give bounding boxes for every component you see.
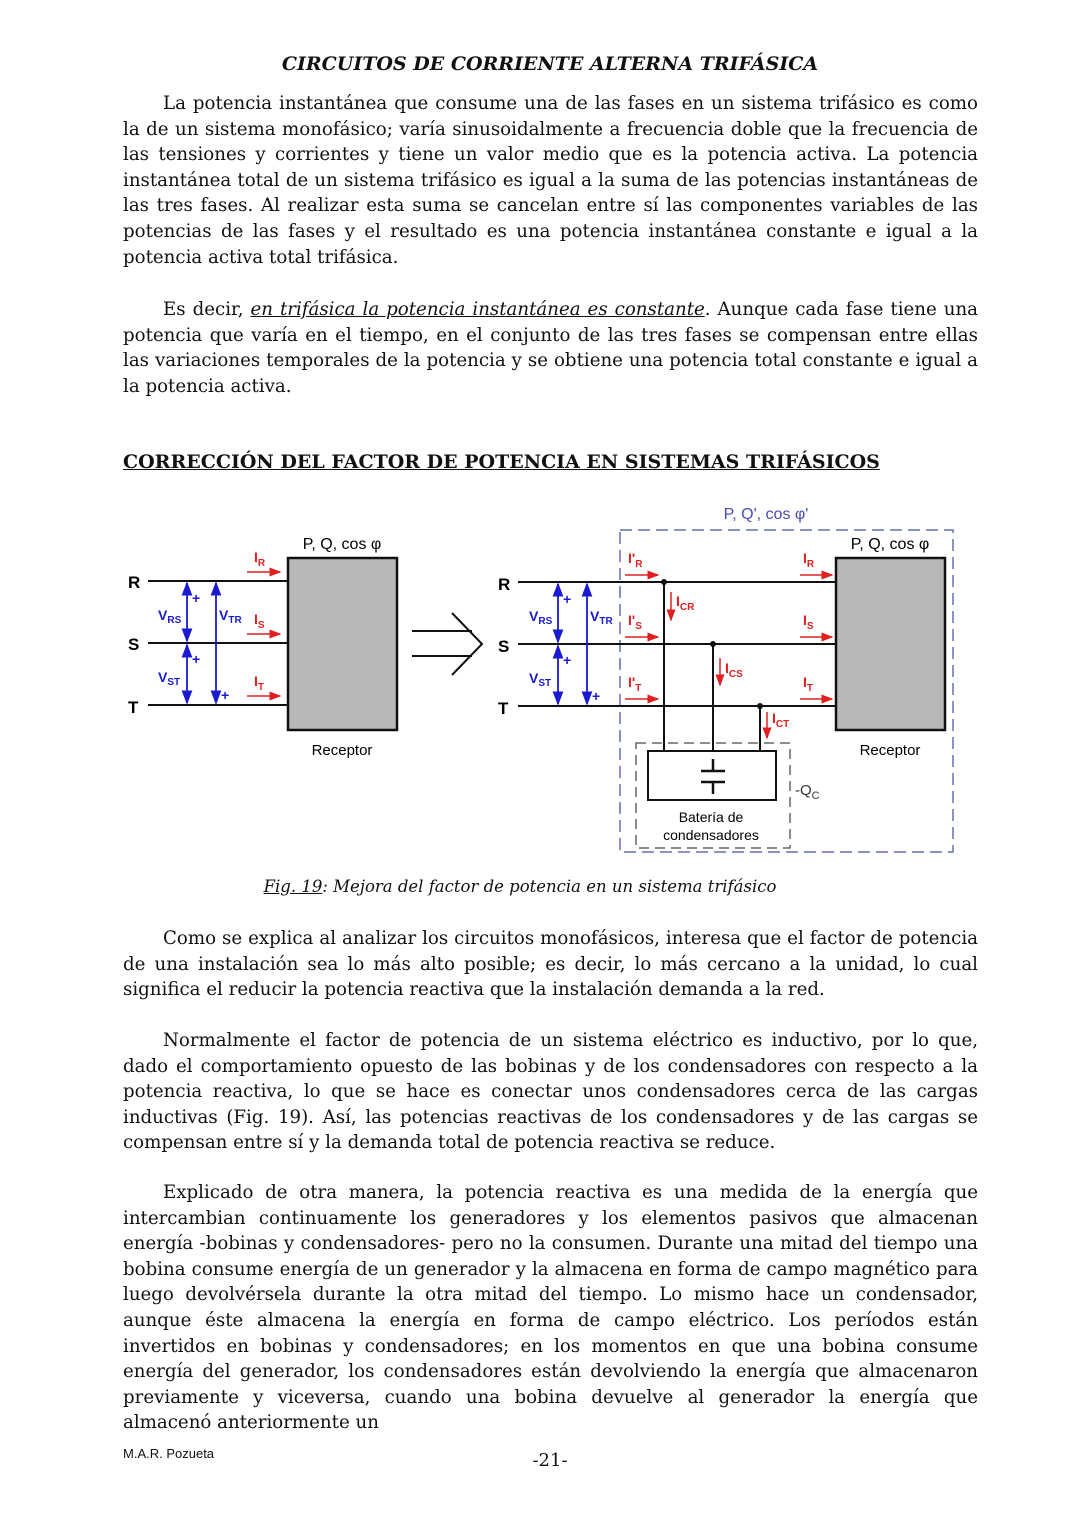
svg-text:ICT: $I_{CT}$ — [772, 710, 790, 730]
load-label: P, Q, cos φ — [850, 536, 930, 553]
svg-text:IR: $I_R$ — [803, 550, 815, 570]
paragraph-2-end: . Aunque cada fase tiene una potencia que varía en el tiempo, en el conjunto de las tres fases se compensan entre ellas las variaciones temporales de la potencia y se obtiene una potencia total constante e igual a la potencia activa. — [123, 299, 979, 397]
vst-label: $V_{ST}$ — [158, 669, 181, 688]
phase-s-label: S — [498, 637, 510, 656]
svg-text:+: + — [592, 688, 601, 704]
vrs-label: $V_{RS}$ — [158, 607, 182, 626]
page-number: -21- — [532, 1450, 568, 1471]
paragraph-2-start: Es decir, — [163, 299, 251, 320]
right-circuit — [498, 506, 953, 852]
paragraph-3: Como se explica al analizar los circuitos monofásicos, interesa que el factor de potencia de una instalación sea lo más alto posible; es decir, lo más cercano a la unidad, lo cual significa el reducir la potencia reactiva que la instalación demanda a la red. — [123, 928, 978, 1001]
svg-text:VST: $V_{ST}$ — [529, 670, 552, 689]
svg-text:IR: $I_R$ — [254, 549, 266, 569]
left-circuit — [128, 536, 397, 759]
svg-text:IS: $I_S$ — [803, 612, 814, 632]
section-heading: CORRECCIÓN DEL FACTOR DE POTENCIA EN SISTEMAS TRIFÁSICOS — [123, 451, 880, 473]
plus-sign: + — [192, 651, 201, 667]
paragraph-2 — [123, 297, 978, 399]
figure-caption — [0, 877, 1040, 896]
paragraph-5: Explicado de otra manera, la potencia reactiva es una medida de la energía que intercambian continuamente los generadores y los elementos pasivos que almacenan energía -bobinas y condensadores- pero no la consumen. Durante una mitad del tiempo una bobina consume energía de un generador y la almacena en forma de campo magnético para luego devolvérsela durante la otra mitad del tiempo. Lo mismo hace un condensador, aunque éste almacena la energía en forma de campo eléctrico. Los períodos están invertidos en bobinas y condensadores; en los momentos en que una bobina consume energía del generador, los condensadores están devolviendo la energía que almacenaron previamente y viceversa, cuando una bobina devuelve al generador la energía que almacenó anteriormente un — [123, 1182, 978, 1434]
paragraph-1: La potencia instantánea que consume una de las fases en un sistema trifásico es como la de un sistema monofásico; varía sinusoidalmente a frecuencia doble que la frecuencia de las tensiones y corrientes y tiene un valor medio que es la potencia activa. La potencia instantánea total de un sistema trifásico es igual a la suma de las potencias instantáneas de las tres fases. Al realizar esta suma se cancelan entre sí las componentes variables de las potencias de las fases y el resultado es una potencia instantánea constante e igual a la potencia activa total trifásica. — [123, 93, 978, 268]
footer-author: M.A.R. Pozueta — [123, 1446, 215, 1461]
svg-text:IT: $I_T$ — [254, 673, 264, 693]
phase-t-label: T — [128, 698, 139, 717]
svg-text:IT: $I_T$ — [803, 674, 813, 694]
plus-sign: + — [221, 687, 230, 703]
phase-t-label: T — [498, 699, 509, 718]
qc-label: $-Q_C$ — [795, 782, 820, 802]
receptor-box — [836, 558, 945, 730]
svg-text:+: + — [563, 591, 572, 607]
page-header-title: CIRCUITOS DE CORRIENTE ALTERNA TRIFÁSICA — [281, 53, 819, 75]
receptor-box — [288, 558, 397, 730]
battery-label-2: condensadores — [663, 827, 759, 843]
svg-text:ICS: $I_{CS}$ — [725, 660, 743, 680]
phase-r-label: R — [498, 575, 511, 594]
svg-text:VTR: $V_{TR}$ — [590, 608, 613, 627]
plus-sign: + — [192, 590, 201, 606]
battery-label-1: Batería de — [678, 809, 744, 825]
svg-text:I'R: $I'_R$ — [628, 550, 643, 570]
paragraph-4: Normalmente el factor de potencia de un sistema eléctrico es inductivo, por lo que, dado el comportamiento opuesto de las bobinas y de los condensadores con respecto a la potencia reactiva, lo que se hace es conectar unos condensadores cerca de las cargas inductivas (Fig. 19). Así, las potencias reactivas de los condensadores y de las cargas se compensan entre sí y la demanda total de potencia reactiva se reduce. — [123, 1030, 978, 1154]
phase-s-label: S — [128, 635, 140, 654]
receptor-label: Receptor — [859, 742, 921, 759]
caption-text: : Mejora del factor de potencia en un sistema trifásico — [322, 877, 777, 896]
total-label: P, Q', cos φ' — [723, 506, 809, 523]
svg-text:I'T: $I'_T$ — [628, 674, 642, 694]
paragraph-2-emphasis: en trifásica la potencia instantánea es constante — [250, 299, 705, 320]
load-label: P, Q, cos φ — [302, 536, 382, 553]
svg-text:I'S: $I'_S$ — [628, 612, 642, 632]
svg-text:+: + — [563, 652, 572, 668]
current-labels — [254, 549, 266, 693]
figure-ref: Fig. 19 — [263, 877, 323, 896]
receptor-label: Receptor — [311, 742, 373, 759]
transform-arrow-icon — [412, 613, 482, 675]
phase-r-label: R — [128, 573, 141, 592]
svg-text:ICR: $I_{CR}$ — [676, 593, 695, 613]
svg-text:IS: $I_S$ — [254, 611, 265, 631]
figure-19-diagram — [0, 490, 1080, 870]
svg-text:VRS: $V_{RS}$ — [529, 608, 553, 627]
vtr-label: $V_{TR}$ — [219, 607, 242, 626]
